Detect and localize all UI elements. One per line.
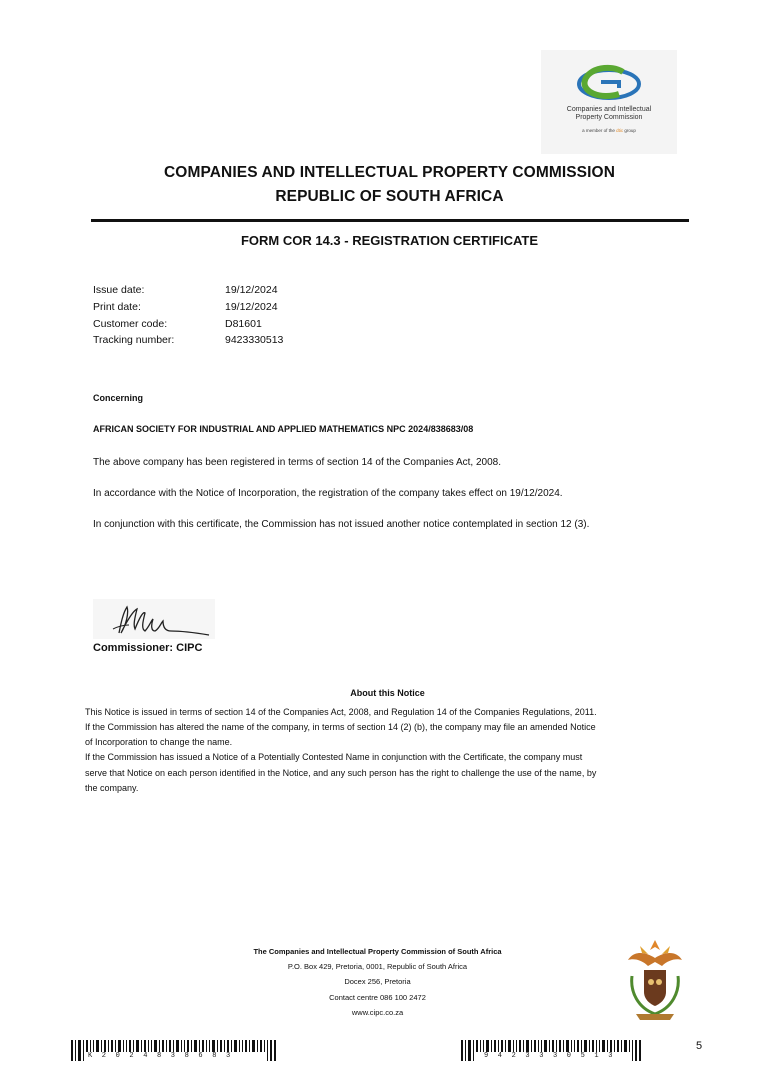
footer-address: P.O. Box 429, Pretoria, 0001, Republic of South Africa bbox=[287, 962, 468, 971]
meta-label: Print date: bbox=[93, 301, 141, 313]
about-line: the company. bbox=[85, 783, 139, 793]
concerning-label: Concerning bbox=[93, 393, 144, 403]
footer-commission-name: The Companies and Intellectual Property Commission of South Africa bbox=[253, 947, 502, 956]
footer-website[interactable]: www.cipc.co.za bbox=[351, 1008, 404, 1017]
commission-title: COMPANIES AND INTELLECTUAL PROPERTY COMMISSION bbox=[164, 164, 615, 181]
about-line: serve that Notice on each person identified in the Notice, and any such person has the right to challenge the use of the name, by bbox=[85, 768, 597, 778]
commissioner-label: Commissioner: CIPC bbox=[93, 642, 203, 654]
cipc-logo bbox=[541, 50, 677, 154]
footer-contact: Contact centre 086 100 2472 bbox=[329, 993, 426, 1002]
company-name: AFRICAN SOCIETY FOR INDUSTRIAL AND APPLIED MATHEMATICS NPC 2024/838683/08 bbox=[93, 424, 474, 434]
country-title: REPUBLIC OF SOUTH AFRICA bbox=[275, 188, 504, 205]
meta-label: Tracking number: bbox=[93, 334, 175, 346]
about-line: If the Commission has issued a Notice of a Potentially Contested Name in conjunction with the Certificate, the company must bbox=[85, 752, 583, 762]
barcode-tracking-digits: 9423330513 bbox=[484, 1052, 623, 1060]
page-number: 5 bbox=[696, 1040, 703, 1052]
meta-print-date bbox=[93, 301, 278, 313]
about-line: This Notice is issued in terms of section 14 of the Companies Act, 2008, and Regulation 14 of the Companies Regulations, 2011. bbox=[85, 707, 597, 717]
about-notice-title: About this Notice bbox=[350, 688, 425, 698]
meta-value: 19/12/2024 bbox=[225, 284, 278, 296]
about-line: If the Commission has altered the name of the company, in terms of section 14 (2) (b), the company may file an amended Notice bbox=[85, 722, 596, 732]
meta-label: Issue date: bbox=[93, 284, 145, 296]
registration-paragraph: The above company has been registered in terms of section 14 of the Companies Act, 2008. bbox=[93, 457, 502, 468]
meta-label: Customer code: bbox=[93, 318, 168, 330]
coat-of-arms-icon bbox=[622, 936, 688, 1024]
meta-customer-code bbox=[93, 318, 262, 330]
header-divider bbox=[91, 219, 689, 222]
meta-value: D81601 bbox=[225, 318, 262, 330]
meta-value: 19/12/2024 bbox=[225, 301, 278, 313]
cipc-logo-icon bbox=[575, 64, 643, 104]
commissioner-signature bbox=[93, 599, 215, 639]
about-line: of Incorporation to change the name. bbox=[85, 737, 233, 747]
meta-issue-date bbox=[93, 284, 278, 296]
footer-docex: Docex 256, Pretoria bbox=[344, 977, 411, 986]
logo-member-text: a member of the dtic group bbox=[582, 128, 636, 133]
barcode-company-digits: K2024838683 bbox=[88, 1052, 240, 1060]
meta-tracking-number bbox=[93, 334, 283, 346]
notice-paragraph: In conjunction with this certificate, the Commission has not issued another notice contemplated in section 12 (3). bbox=[93, 519, 590, 530]
meta-value: 9423330513 bbox=[225, 334, 284, 346]
form-title: FORM COR 14.3 - REGISTRATION CERTIFICATE bbox=[240, 233, 539, 248]
effective-date-paragraph: In accordance with the Notice of Incorporation, the registration of the company takes effect on 19/12/2024. bbox=[93, 488, 563, 499]
logo-text-line1: Companies and Intellectual bbox=[566, 106, 652, 113]
logo-text-line2: Property Commission bbox=[575, 114, 643, 121]
